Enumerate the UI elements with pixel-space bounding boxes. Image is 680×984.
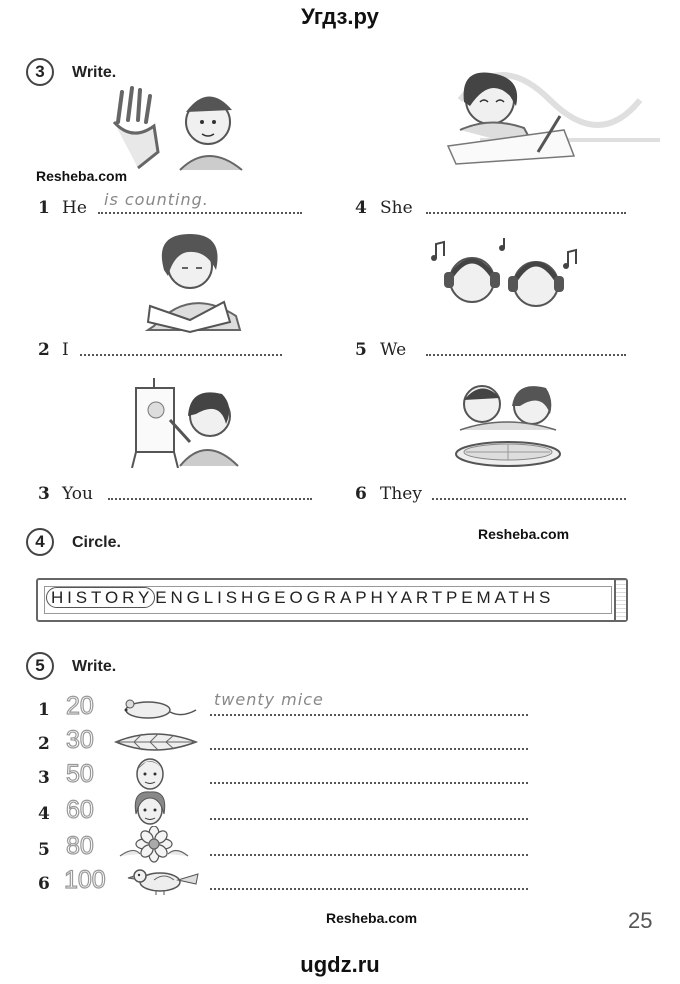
watermark-2: Resheba.com [478,526,570,542]
kids-eating-pizza-illustration [446,374,570,470]
girl-reading-illustration [144,226,244,334]
kids-listening-music-illustration [428,238,584,322]
ex3-item-2-answer-line[interactable] [80,342,282,356]
watermark-1: Resheba.com [36,168,128,184]
section-5-badge: 5 [26,652,54,680]
ex5-item-3-answer-line[interactable] [210,770,528,784]
ex5-item-1-answer: twenty mice [214,690,324,709]
ex5-item-4-number: 4 [38,804,50,824]
boy-counting-illustration [108,82,248,172]
ex3-item-3-subject: You [62,484,93,504]
ex5-item-5-number: 5 [38,840,50,860]
man-face-icon [132,752,168,792]
section-3-title: Write. [72,64,117,81]
remaining-letters: ENGLISHGEOGRAPHYARTPEMATHS [155,588,555,607]
ex3-item-1-answer: is counting. [104,190,209,209]
ruler-end-cap [614,580,626,620]
ex3-item-5-subject: We [380,340,407,360]
ex5-item-3-number: 3 [38,768,50,788]
girl-writing-illustration [440,66,580,166]
ex5-item-3-value: 50 [66,760,94,788]
ex3-item-4-number: 4 [355,198,367,218]
ex5-item-2-answer-line[interactable] [210,736,528,750]
site-footer: ugdz.ru [300,952,380,977]
flower-icon [118,826,190,864]
ex3-item-6-subject: They [380,484,422,504]
footer-watermark: Resheba.com [326,910,418,926]
ex5-item-4-answer-line[interactable] [210,806,528,820]
section-3-badge: 3 [26,58,54,86]
ex3-item-4-subject: She [380,198,413,218]
mouse-icon [118,696,198,722]
ex3-item-3-number: 3 [38,484,50,504]
ex3-item-6-number: 6 [355,484,367,504]
word-search-ruler [36,578,628,622]
woman-face-icon [130,788,170,828]
ex5-item-1-number: 1 [38,700,50,720]
ex3-item-3-answer-line[interactable] [108,486,312,500]
ex3-item-2-number: 2 [38,340,50,360]
ex3-item-1-number: 1 [38,198,50,218]
ex3-item-6-answer-line[interactable] [432,486,626,500]
ex5-item-5-value: 80 [66,832,94,860]
section-5-title: Write. [72,658,117,675]
ex3-item-2-subject: I [62,340,69,360]
ex5-item-2-number: 2 [38,734,50,754]
ex3-item-5-answer-line[interactable] [426,342,626,356]
ex5-item-6-answer-line[interactable] [210,876,528,890]
word-search-letters[interactable] [52,588,554,608]
ex5-item-4-value: 60 [66,796,94,824]
ex5-item-6-number: 6 [38,874,50,894]
child-painting-illustration [130,376,240,468]
ex5-item-6-value: 100 [64,866,106,894]
ex3-item-4-answer-line[interactable] [426,200,626,214]
page-number: 25 [628,908,653,933]
bird-icon [126,866,200,896]
ex3-item-1-subject: He [62,198,87,218]
ex5-item-1-answer-line[interactable] [210,702,528,716]
ex5-item-1-value: 20 [66,692,94,720]
leaf-icon [114,730,198,754]
section-4-title: Circle. [72,534,121,551]
ex3-item-5-number: 5 [355,340,367,360]
ex5-item-2-value: 30 [66,726,94,754]
circled-word: HISTORY [46,587,155,608]
site-header: Угдз.ру [301,4,379,29]
ex5-item-5-answer-line[interactable] [210,842,528,856]
section-4-badge: 4 [26,528,54,556]
